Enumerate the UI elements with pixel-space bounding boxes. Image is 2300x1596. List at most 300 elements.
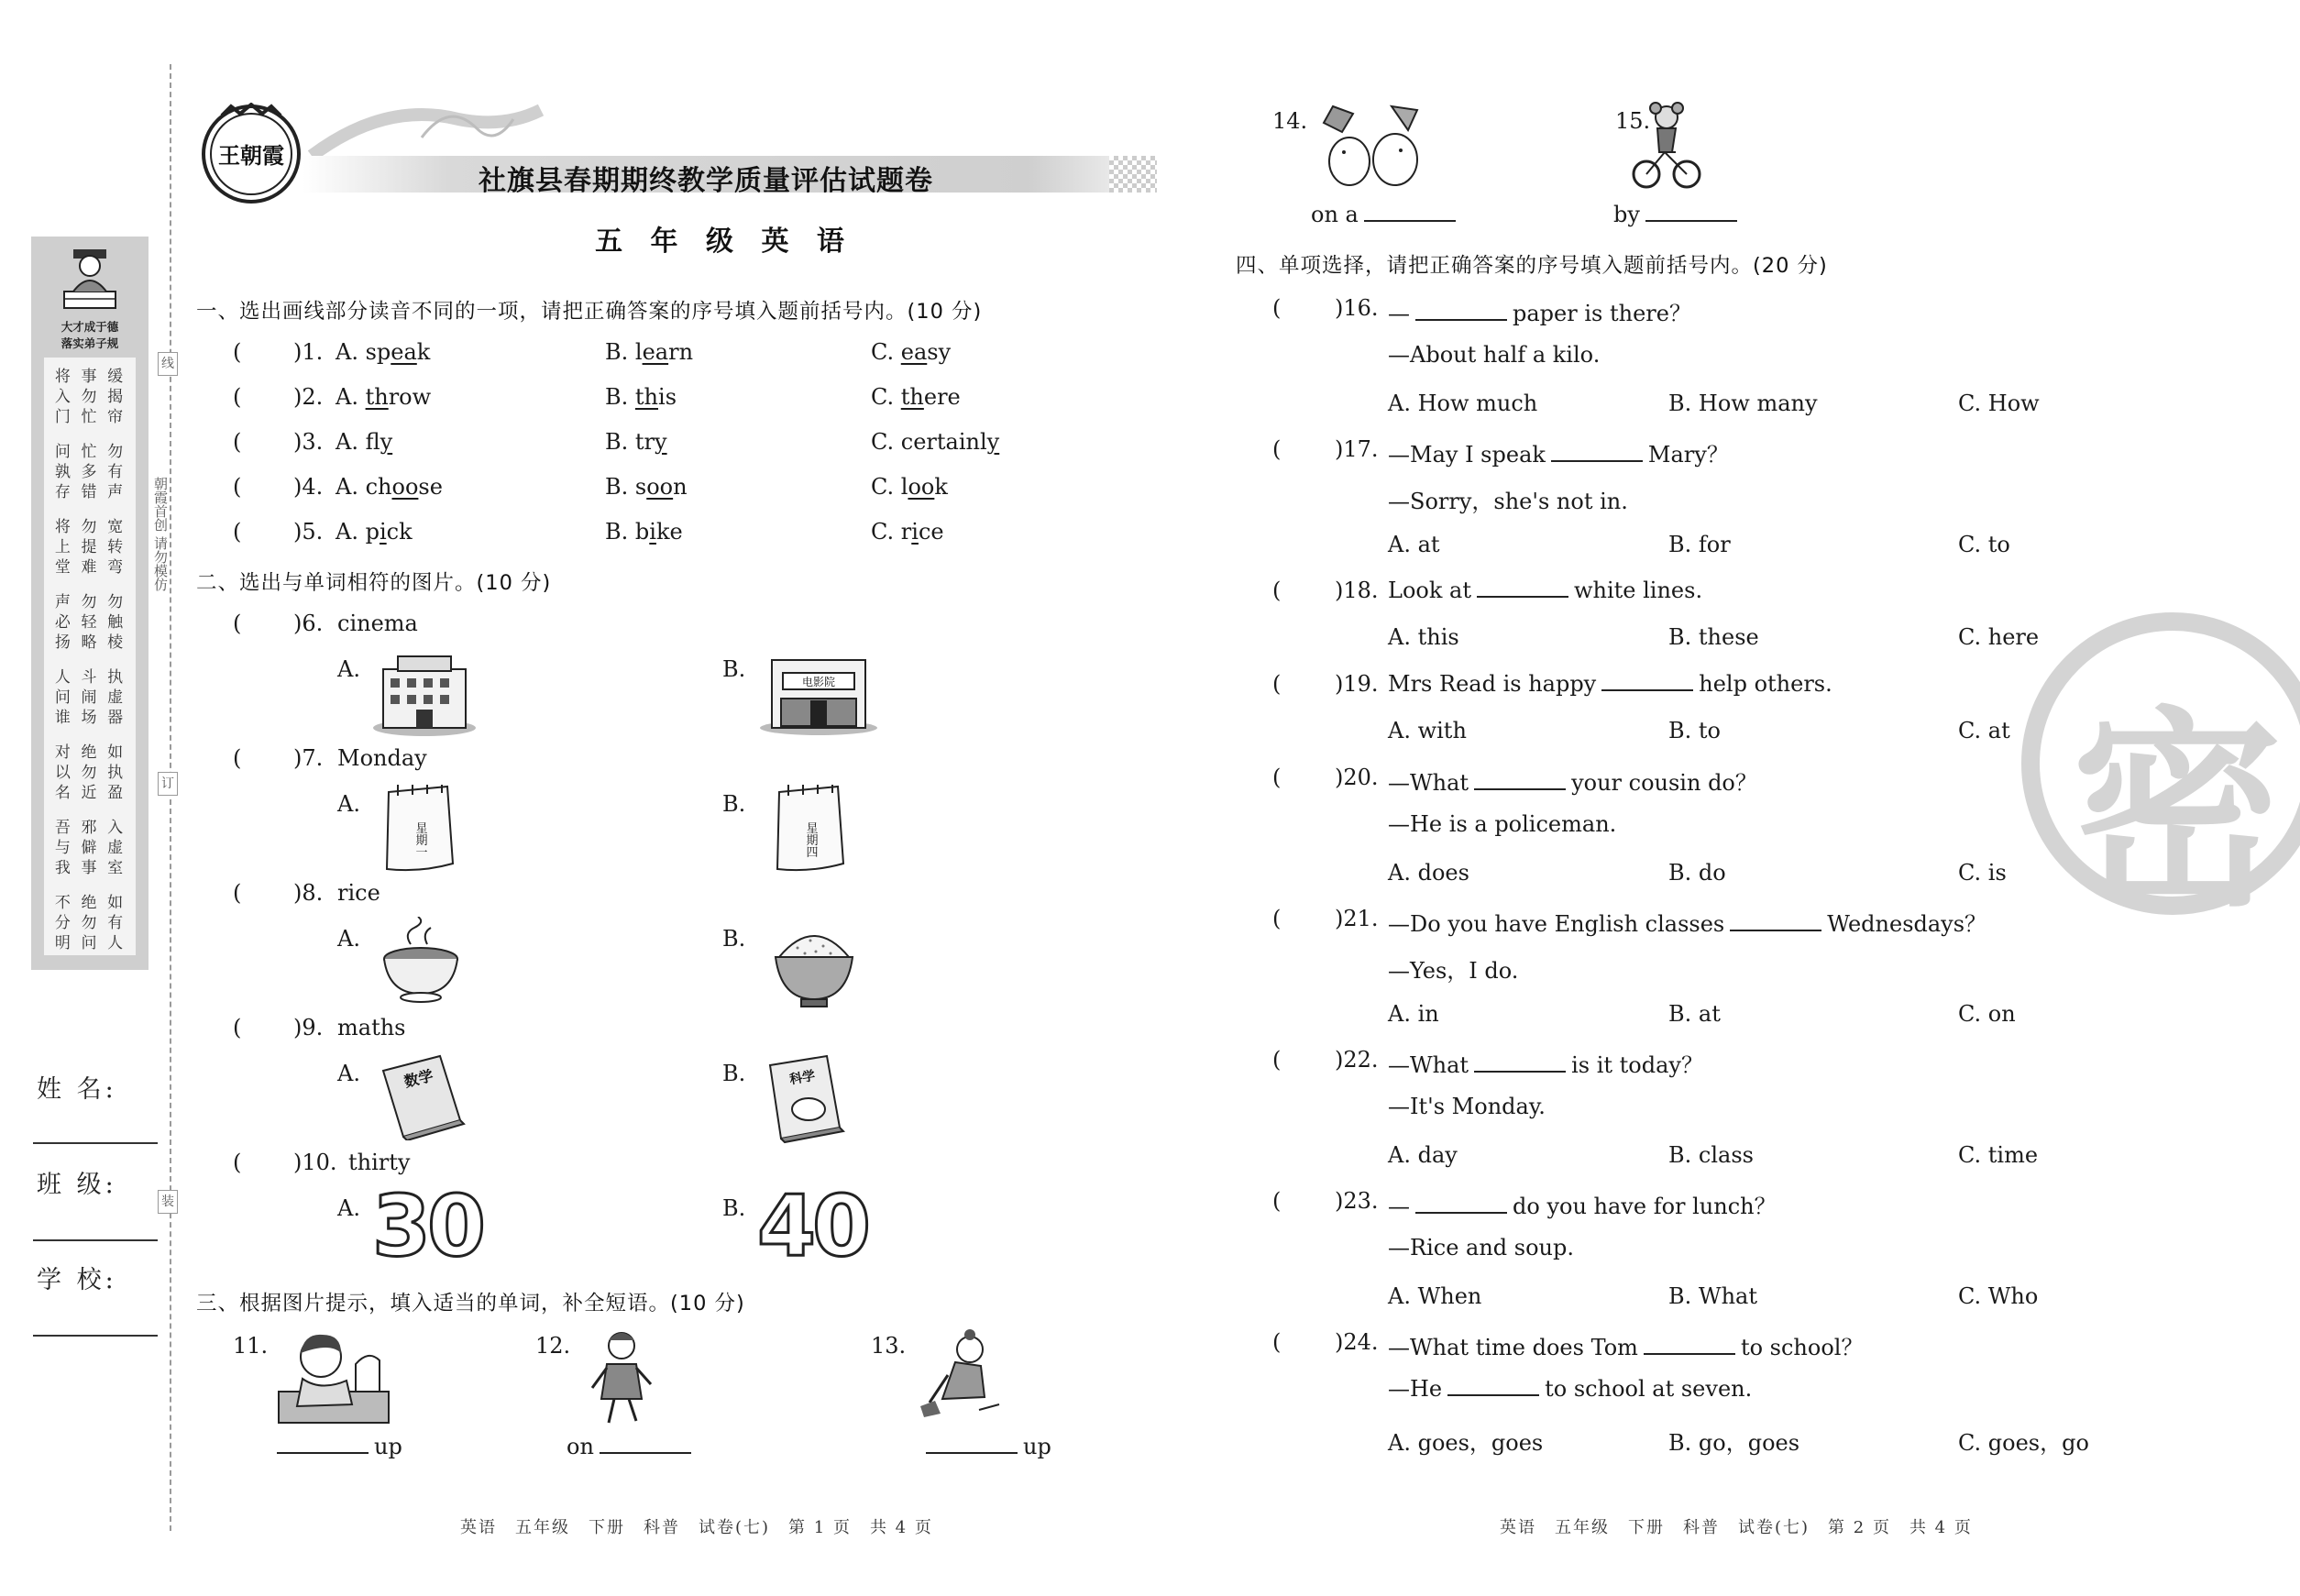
motto-caption — [37, 319, 143, 352]
motto-char: 勿 — [81, 593, 97, 611]
question-number: )23. — [1335, 1188, 1379, 1214]
office-building-picture-icon[interactable] — [370, 649, 479, 737]
motto-group — [50, 743, 128, 803]
option-text: ck — [386, 519, 413, 545]
answer-blank[interactable] — [1551, 442, 1643, 462]
motto-group — [50, 893, 128, 953]
reply-line: —It's Monday. — [1388, 1094, 1546, 1119]
motto-char: 错 — [81, 483, 97, 501]
underlined-letters: y — [655, 429, 667, 455]
question-stem — [1388, 765, 1757, 797]
option-a[interactable]: A. at — [1388, 532, 1440, 557]
question-number: )17. — [1335, 436, 1379, 462]
underlined-letters: y — [380, 429, 393, 455]
stem-post: Wednesdays？ — [1827, 911, 1987, 937]
option-text: C. — [871, 339, 901, 365]
option-text: sy — [927, 339, 952, 365]
reply-line: —Sorry，she's not in. — [1388, 489, 1628, 514]
option-a[interactable] — [336, 339, 430, 365]
question-word: maths — [337, 1015, 406, 1040]
motto-char: 明 — [54, 934, 71, 952]
school-field[interactable] — [33, 1335, 158, 1337]
seal-mark-zhuang: 装 — [158, 1190, 178, 1214]
option-text: ere — [923, 384, 961, 410]
question-number: )20. — [1335, 765, 1379, 790]
rice-bowl-picture-icon[interactable] — [770, 920, 858, 1008]
stem-post: help others. — [1699, 671, 1832, 697]
question-number: )4. — [293, 474, 324, 500]
option-c[interactable]: C. goes，go — [1958, 1430, 2089, 1456]
motto-char: 事 — [81, 859, 97, 877]
motto-char: 如 — [107, 743, 124, 762]
option-c[interactable]: C. time — [1958, 1142, 2039, 1168]
motto-char: 入 — [107, 819, 124, 837]
stem-post: Mary？ — [1647, 442, 1729, 468]
motto-char: 帘 — [107, 408, 124, 426]
answer-blank[interactable] — [1415, 301, 1507, 321]
motto-char: 近 — [81, 784, 97, 802]
option-c[interactable]: C. is — [1958, 860, 2007, 886]
svg-text:数学: 数学 — [402, 1066, 435, 1091]
option-text: C. — [871, 429, 901, 455]
motto-char: 扬 — [54, 633, 71, 652]
option-text: B. — [605, 339, 635, 365]
q11-blank[interactable] — [277, 1434, 369, 1454]
svg-text:王朝霞: 王朝霞 — [218, 142, 284, 169]
reply-line: —About half a kilo. — [1388, 342, 1601, 368]
motto-char: 勿 — [81, 388, 97, 406]
q14-blank[interactable] — [1364, 202, 1456, 222]
question-stem — [1388, 906, 1986, 938]
q15-phrase: by — [1613, 202, 1743, 227]
svg-text:科学: 科学 — [788, 1068, 817, 1088]
answer-bracket[interactable]: ( — [1272, 906, 1282, 931]
motto-char: 声 — [107, 483, 124, 501]
underlined-letters: th — [900, 384, 924, 410]
motto-char: 上 — [54, 538, 71, 556]
stem-post: your cousin do？ — [1571, 770, 1757, 796]
answer-bracket[interactable]: ( — [233, 474, 242, 500]
motto-char: 吾 — [54, 819, 71, 837]
motto-char: 事 — [81, 368, 97, 386]
option-text: k — [934, 474, 948, 500]
motto-char: 斗 — [81, 668, 97, 687]
option-b[interactable]: B. do — [1668, 860, 1726, 886]
motto-char: 问 — [81, 934, 97, 952]
option-text: C. — [871, 384, 901, 410]
svg-text:星期四: 星期四 — [803, 821, 818, 858]
watermark-character: 密 — [2072, 690, 2283, 935]
seal-mark-xian: 线 — [158, 352, 178, 376]
answer-bracket[interactable]: ( — [233, 611, 242, 636]
motto-char: 勿 — [107, 443, 124, 461]
option-b[interactable] — [605, 474, 688, 500]
option-b[interactable]: B. What — [1668, 1283, 1757, 1309]
motto-char: 对 — [54, 743, 71, 762]
q12-blank[interactable] — [600, 1434, 691, 1454]
option-b[interactable]: B. for — [1668, 532, 1731, 557]
stem-post: paper is there？ — [1513, 301, 1691, 326]
option-a-label[interactable]: A. — [337, 1195, 360, 1221]
option-a-label[interactable]: A. — [337, 791, 360, 817]
answer-blank[interactable] — [1415, 1194, 1507, 1214]
option-a[interactable]: A. in — [1388, 1001, 1439, 1027]
answer-bracket[interactable]: ( — [233, 1150, 242, 1175]
underlined-letters: oo — [908, 474, 935, 500]
option-b[interactable] — [605, 384, 677, 410]
motto-char: 如 — [107, 894, 124, 912]
motto-char: 勿 — [81, 518, 97, 536]
option-b[interactable]: B. How many — [1668, 391, 1818, 416]
underlined-letters: i — [911, 519, 919, 545]
motto-char: 器 — [107, 709, 124, 727]
option-c[interactable] — [871, 384, 961, 410]
answer-bracket[interactable]: ( — [1272, 1329, 1282, 1355]
question-number: )6. — [293, 611, 324, 636]
motto-char: 转 — [107, 538, 124, 556]
svg-text:电影院: 电影院 — [801, 676, 836, 688]
motto-char: 人 — [107, 934, 124, 952]
underlined-letters: oo — [646, 474, 674, 500]
option-c[interactable] — [871, 339, 951, 365]
option-text: ke — [655, 519, 683, 545]
option-a-label[interactable]: A. — [337, 1061, 360, 1086]
motto-char: 闹 — [81, 688, 97, 707]
question-number: )2. — [293, 384, 324, 410]
answer-bracket[interactable]: ( — [1272, 295, 1282, 321]
answer-blank[interactable] — [1477, 578, 1568, 598]
motto-group — [50, 667, 128, 728]
option-text: k — [416, 339, 431, 365]
motto-group — [50, 818, 128, 878]
answer-bracket[interactable]: ( — [1272, 1188, 1282, 1214]
option-a[interactable]: A. with — [1388, 718, 1467, 743]
option-text: certainl — [900, 429, 987, 455]
motto-char: 必 — [54, 613, 71, 632]
stem-post: do you have for lunch？ — [1513, 1194, 1777, 1219]
question-number: )22. — [1335, 1047, 1379, 1073]
option-b-label[interactable]: B. — [722, 791, 746, 817]
brand-logo-icon — [200, 103, 303, 205]
motto-char: 场 — [81, 709, 97, 727]
stem-post: to school？ — [1740, 1335, 1864, 1360]
option-b[interactable] — [605, 339, 693, 365]
answer-blank[interactable] — [1644, 1335, 1735, 1355]
vertical-note: 朝霞首创 请勿模仿 — [152, 477, 169, 591]
q15-blank[interactable] — [1645, 202, 1737, 222]
class-field[interactable] — [33, 1239, 158, 1241]
motto-line-2: 落实弟子规 — [61, 336, 119, 350]
option-text: A. — [336, 339, 366, 365]
page-title: 社旗县春期期终教学质量评估试题卷 — [479, 165, 933, 197]
number-40-picture[interactable]: 40 — [757, 1177, 868, 1275]
question-number: )1. — [293, 339, 324, 365]
option-a-label[interactable]: A. — [337, 926, 360, 952]
checker-decoration — [1109, 156, 1157, 193]
option-a[interactable]: A. When — [1388, 1283, 1482, 1309]
motto-char: 谁 — [54, 709, 71, 727]
question-word: cinema — [337, 611, 418, 636]
question-stem — [1388, 1188, 1777, 1220]
stem-pre: —What — [1388, 770, 1469, 796]
answer-blank[interactable] — [1730, 911, 1821, 931]
motto-char: 宽 — [107, 518, 124, 536]
motto-char: 勿 — [81, 914, 97, 932]
answer-blank[interactable] — [1601, 671, 1693, 691]
option-a[interactable]: A. goes，goes — [1388, 1430, 1544, 1456]
option-c[interactable]: C. at — [1958, 718, 2010, 743]
answer-bracket[interactable]: ( — [1272, 578, 1282, 603]
q13-number: 13. — [871, 1333, 907, 1359]
underlined-letters: ea — [391, 339, 417, 365]
soup-bowl-picture-icon[interactable] — [380, 917, 462, 1005]
motto-char: 弯 — [107, 558, 124, 577]
binding-margin — [0, 0, 183, 1596]
option-text: A. — [336, 384, 366, 410]
motto-char: 门 — [54, 408, 71, 426]
motto-char: 与 — [54, 839, 71, 857]
question-number: )18. — [1335, 578, 1379, 603]
motto-char: 孰 — [54, 463, 71, 481]
motto-char: 将 — [54, 368, 71, 386]
option-a[interactable] — [336, 429, 392, 455]
calendar-monday-picture-icon[interactable] — [374, 785, 457, 876]
q12-phrase: on — [567, 1434, 697, 1459]
q15-number: 15. — [1615, 108, 1651, 134]
answer-bracket[interactable]: ( — [233, 1015, 242, 1040]
number-30-picture[interactable]: 30 — [372, 1177, 483, 1275]
stem-pre: — — [1388, 301, 1410, 326]
option-c[interactable] — [871, 474, 948, 500]
answer-bracket[interactable]: ( — [233, 384, 242, 410]
motto-char: 有 — [107, 463, 124, 481]
cinema-picture-icon[interactable] — [757, 649, 880, 737]
motto-char: 揭 — [107, 388, 124, 406]
answer-bracket[interactable]: ( — [1272, 671, 1282, 697]
reply-pre: —He — [1388, 1376, 1443, 1402]
option-b-label[interactable]: B. — [722, 1061, 746, 1086]
q11-number: 11. — [233, 1333, 269, 1359]
motto-char: 轻 — [81, 613, 97, 632]
motto-char: 执 — [107, 668, 124, 687]
underlined-letters: ea — [900, 339, 928, 365]
option-c[interactable]: C. Who — [1958, 1283, 2039, 1309]
option-b[interactable]: B. these — [1668, 624, 1759, 650]
reply-line: —Rice and soup. — [1388, 1235, 1574, 1260]
underlined-letters: th — [634, 384, 659, 410]
motto-char: 缓 — [107, 368, 124, 386]
option-a[interactable]: A. day — [1388, 1142, 1458, 1168]
option-c[interactable]: C. on — [1958, 1001, 2016, 1027]
option-a[interactable]: A. does — [1388, 860, 1469, 886]
option-a[interactable] — [336, 384, 431, 410]
option-text: r — [900, 519, 912, 545]
motto-char: 触 — [107, 613, 124, 632]
calendar-thursday-picture-icon[interactable] — [765, 785, 847, 876]
school-label: 学 校: — [37, 1266, 117, 1294]
motto-char: 不 — [54, 894, 71, 912]
footer-right: 英语 五年级 下册 科普 试卷(七) 第 2 页 共 4 页 — [1500, 1518, 1973, 1537]
option-c[interactable] — [871, 429, 999, 455]
option-b[interactable]: B. to — [1668, 718, 1721, 743]
name-field[interactable] — [33, 1142, 158, 1144]
motto-char: 盈 — [107, 784, 124, 802]
option-a[interactable]: A. How much — [1388, 391, 1538, 416]
option-c[interactable]: C. How — [1958, 391, 2040, 416]
question-number: )3. — [293, 429, 324, 455]
q14-number: 14. — [1272, 108, 1308, 134]
answer-blank[interactable] — [1474, 1052, 1566, 1073]
option-b-label[interactable]: B. — [722, 1195, 746, 1221]
motto-char: 入 — [54, 388, 71, 406]
stem-pre: —What time does Tom — [1388, 1335, 1638, 1360]
q13-blank[interactable] — [926, 1434, 1018, 1454]
option-b[interactable] — [605, 519, 683, 545]
stem-post: white lines. — [1573, 578, 1703, 603]
motto-char: 忙 — [81, 443, 97, 461]
option-text: fl — [365, 429, 380, 455]
motto-char: 我 — [54, 859, 71, 877]
page-subtitle: 五 年 级 英 语 — [595, 226, 853, 258]
answer-blank[interactable] — [1474, 770, 1566, 790]
motto-char: 将 — [54, 518, 71, 536]
chickens-and-kite-picture-icon — [1316, 103, 1432, 194]
motto-char: 绝 — [81, 894, 97, 912]
option-text: tr — [634, 429, 655, 455]
motto-line-1: 大才成于德 — [61, 320, 119, 334]
underlined-letters: th — [365, 384, 389, 410]
underlined-letters: i — [379, 519, 387, 545]
reply-line — [1388, 1376, 1752, 1402]
part3-heading: 三、根据图片提示，填入适当的单词，补全短语。(10 分) — [196, 1292, 745, 1315]
option-c[interactable] — [871, 519, 944, 545]
answer-bracket[interactable]: ( — [1272, 436, 1282, 462]
stem-post: is it today？ — [1571, 1052, 1703, 1078]
answer-bracket[interactable]: ( — [233, 429, 242, 455]
science-book-picture-icon[interactable] — [761, 1052, 845, 1144]
q14-phrase: on a — [1311, 202, 1461, 227]
underlined-letters: y — [986, 429, 1000, 455]
option-text: C. — [871, 474, 901, 500]
question-stem — [1388, 1047, 1703, 1079]
boy-getting-up-picture-icon — [277, 1327, 391, 1426]
question-word: Monday — [337, 745, 427, 771]
question-number: )16. — [1335, 295, 1379, 321]
option-text: B. — [605, 474, 635, 500]
option-text: sp — [365, 339, 391, 365]
option-b[interactable]: B. class — [1668, 1142, 1754, 1168]
q12-number: 12. — [535, 1333, 571, 1359]
motto-char: 多 — [81, 463, 97, 481]
footer-left: 英语 五年级 下册 科普 试卷(七) 第 1 页 共 4 页 — [460, 1518, 933, 1537]
motto-char: 忙 — [81, 408, 97, 426]
option-text: ce — [918, 519, 944, 545]
answer-bracket[interactable]: ( — [1272, 765, 1282, 790]
option-c[interactable]: C. to — [1958, 532, 2010, 557]
part2-heading: 二、选出与单词相符的图片。(10 分) — [196, 571, 552, 595]
question-number: )8. — [293, 880, 324, 906]
option-text: se — [418, 474, 443, 500]
girl-picking-up-picture-icon — [915, 1329, 1005, 1425]
answer-bracket[interactable]: ( — [233, 880, 242, 906]
answer-bracket[interactable]: ( — [233, 745, 242, 771]
motto-char: 勿 — [81, 764, 97, 782]
q11-phrase: up — [271, 1434, 402, 1459]
seal-mark-ding: 订 — [158, 772, 178, 796]
option-text: l — [634, 339, 643, 365]
motto-char: 虚 — [107, 839, 124, 857]
option-text: l — [900, 474, 908, 500]
reply-line: —He is a policeman. — [1388, 811, 1617, 837]
option-text: A. — [336, 474, 366, 500]
option-text: B. — [605, 384, 635, 410]
motto-char: 棱 — [107, 633, 124, 652]
motto-char: 问 — [54, 443, 71, 461]
motto-char: 邪 — [81, 819, 97, 837]
answer-bracket[interactable]: ( — [233, 519, 242, 545]
maths-book-picture-icon[interactable] — [376, 1052, 468, 1140]
question-number: )19. — [1335, 671, 1379, 697]
underlined-letters: oo — [391, 474, 419, 500]
option-text: row — [388, 384, 432, 410]
option-a[interactable]: A. this — [1388, 624, 1459, 650]
question-number: )10. — [293, 1150, 337, 1175]
option-text: A. — [336, 429, 366, 455]
question-number: )5. — [293, 519, 324, 545]
motto-char: 堂 — [54, 558, 71, 577]
part4-heading: 四、单项选择，请把正确答案的序号填入题前括号内。(20 分) — [1236, 254, 1828, 278]
option-a-label[interactable]: A. — [337, 656, 360, 682]
question-stem — [1388, 671, 1832, 697]
answer-bracket[interactable]: ( — [1272, 1047, 1282, 1073]
motto-group — [50, 367, 128, 427]
motto-char: 存 — [54, 483, 71, 501]
option-text: B. — [605, 519, 635, 545]
stem-pre: —What — [1388, 1052, 1469, 1078]
question-stem — [1388, 436, 1729, 468]
motto-char: 名 — [54, 784, 71, 802]
question-number: )7. — [293, 745, 324, 771]
reply-line: —Yes，I do. — [1388, 958, 1519, 984]
question-number: )21. — [1335, 906, 1379, 931]
option-a[interactable] — [336, 474, 443, 500]
motto-char: 勿 — [107, 593, 124, 611]
motto-group — [50, 442, 128, 502]
motto-char: 问 — [54, 688, 71, 707]
answer-bracket[interactable]: ( — [233, 339, 242, 365]
option-c[interactable]: C. here — [1958, 624, 2040, 650]
reply-post: to school at seven. — [1545, 1376, 1753, 1402]
option-b-label[interactable]: B. — [722, 926, 746, 952]
option-text: b — [634, 519, 650, 545]
motto-char: 提 — [81, 538, 97, 556]
option-b[interactable] — [605, 429, 667, 455]
option-b-label[interactable]: B. — [722, 656, 746, 682]
motto-group — [50, 517, 128, 578]
motto-char: 人 — [54, 668, 71, 687]
option-b[interactable]: B. go，goes — [1668, 1430, 1800, 1456]
option-a[interactable] — [336, 519, 413, 545]
option-b[interactable]: B. at — [1668, 1001, 1721, 1027]
svg-text:星期一: 星期一 — [413, 821, 427, 858]
scholar-figure-icon — [55, 244, 125, 317]
stem-pre: — — [1388, 1194, 1410, 1219]
girl-walking-picture-icon — [585, 1327, 658, 1428]
answer-blank[interactable] — [1447, 1376, 1539, 1396]
motto-char: 室 — [107, 859, 124, 877]
motto-group — [50, 592, 128, 653]
motto-char: 僻 — [81, 839, 97, 857]
